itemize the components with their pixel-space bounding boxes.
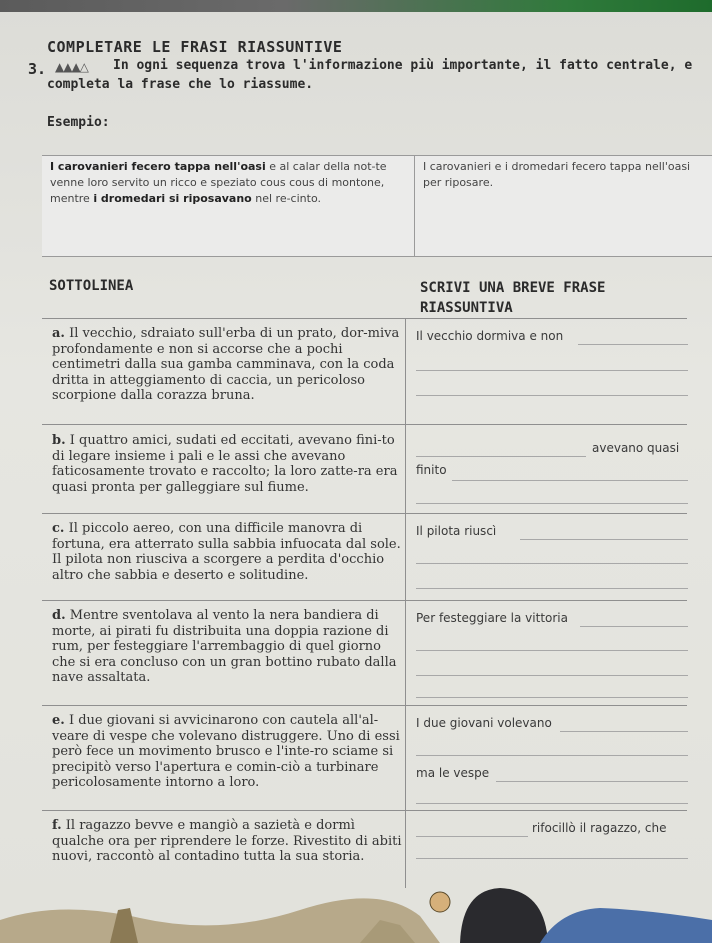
answer-prompt-e-2: ma le vespe bbox=[416, 766, 490, 780]
example-text-2: nel re-cinto. bbox=[251, 192, 321, 205]
example-text bbox=[50, 159, 412, 207]
row-divider bbox=[42, 810, 687, 811]
instruction-line-2: completa la frase che lo riassume. bbox=[47, 77, 314, 92]
sequence-text: Il vecchio, sdraiato sull'erba di un prato, dor-miva profondamente e non si accorse che a pochi centimetri dalla sua gamba camminava, con la coda dritta in atteggiamento di caccia, un pericoloso scorpione dalla corazza bruna. bbox=[52, 326, 400, 403]
sequence-b bbox=[52, 433, 402, 495]
answer-prompt-b: avevano quasi bbox=[592, 441, 680, 455]
instruction-line-1: In ogni sequenza trova l'informazione più importante, il fatto centrale, e bbox=[113, 58, 693, 73]
sequence-text: I quattro amici, sudati ed eccitati, avevano fini-to di legare insieme i pali e le assi che avevano faticosamente trovato e raccolto; la loro zatte-ra era quasi pronta per galleggiare sul fiume. bbox=[52, 433, 398, 495]
sequence-label: f. bbox=[52, 818, 62, 833]
column-header-underline: SOTTOLINEA bbox=[49, 278, 134, 294]
row-divider bbox=[42, 705, 687, 706]
illustration-face bbox=[430, 892, 450, 912]
answer-line[interactable] bbox=[416, 503, 688, 504]
answer-line[interactable] bbox=[560, 731, 688, 732]
answer-prompt-b-2: finito bbox=[416, 463, 447, 477]
sequence-label: b. bbox=[52, 433, 66, 448]
answer-line[interactable] bbox=[416, 755, 688, 756]
sequence-label: a. bbox=[52, 326, 65, 341]
row-divider bbox=[42, 424, 687, 425]
row-divider bbox=[42, 318, 687, 319]
answer-line[interactable] bbox=[416, 395, 688, 396]
answer-line[interactable] bbox=[580, 626, 688, 627]
sequence-f bbox=[52, 818, 402, 865]
sequence-text: Il ragazzo bevve e mangiò a sazietà e dormì qualche ora per riprendere le forze. Rivestito di abiti nuovi, raccontò al contadino tutta la sua storia. bbox=[52, 818, 402, 864]
row-divider bbox=[42, 513, 687, 514]
column-divider bbox=[405, 318, 406, 888]
bottom-illustration bbox=[0, 880, 712, 943]
sequence-c bbox=[52, 521, 402, 583]
answer-prompt-e: I due giovani volevano bbox=[416, 716, 552, 730]
example-bold-2: i dromedari si riposavano bbox=[93, 192, 252, 205]
exercise-title: COMPLETARE LE FRASI RIASSUNTIVE bbox=[47, 38, 343, 56]
row-divider bbox=[42, 600, 687, 601]
example-bold-1: I carovanieri fecero tappa nell'oasi bbox=[50, 160, 266, 173]
illustration-hair bbox=[460, 888, 548, 943]
answer-line[interactable] bbox=[416, 803, 688, 804]
example-box bbox=[42, 155, 712, 257]
answer-prompt-c: Il pilota riuscì bbox=[416, 524, 497, 538]
column-header-summary-line-1: SCRIVI UNA BREVE FRASE bbox=[420, 280, 606, 296]
sequence-text: Mentre sventolava al vento la nera bandiera di morte, ai pirati fu distribuita una doppia razione di rum, per festeggiare l'arrembaggio di quel giorno che si era concluso con un gran bottino rubato dalla nave assaltata. bbox=[52, 608, 397, 685]
column-header-summary-line-2: RIASSUNTIVA bbox=[420, 300, 513, 316]
answer-line[interactable] bbox=[416, 697, 688, 698]
sequence-label: e. bbox=[52, 713, 65, 728]
sequence-e bbox=[52, 713, 402, 791]
sequence-text: I due giovani si avvicinarono con cautela all'al-veare di vespe che volevano distruggere. Uno di essi però fece un movimento brusco e l'inte-ro sciame si precipitò verso l'apertura e comin-ciò a turbinare pericolosamente intorno a loro. bbox=[52, 713, 400, 790]
answer-line[interactable] bbox=[416, 650, 688, 651]
example-text-1: e al calar della not-te venne loro servito un ricco e speziato cous cous di montone, mentre bbox=[50, 160, 387, 205]
page-top-band bbox=[0, 0, 712, 12]
answer-line[interactable] bbox=[416, 675, 688, 676]
answer-prompt-f: rifocillò il ragazzo, che bbox=[532, 821, 667, 835]
sequence-label: d. bbox=[52, 608, 66, 623]
exercise-number: 3. bbox=[28, 60, 47, 78]
answer-prompt-a: Il vecchio dormiva e non bbox=[416, 329, 564, 343]
illustration-figure bbox=[540, 908, 712, 943]
answer-line[interactable] bbox=[416, 563, 688, 564]
difficulty-triangle-icon: ▲▲▲△ bbox=[55, 60, 88, 74]
sequence-label: c. bbox=[52, 521, 65, 536]
answer-line[interactable] bbox=[416, 370, 688, 371]
answer-line[interactable] bbox=[578, 344, 688, 345]
answer-prompt-d: Per festeggiare la vittoria bbox=[416, 611, 568, 625]
sequence-a bbox=[52, 326, 402, 404]
example-summary: I carovanieri e i dromedari fecero tappa nell'oasi per riposare. bbox=[423, 160, 691, 189]
sequence-text: Il piccolo aereo, con una difficile manovra di fortuna, era atterrato sulla sabbia infuocata dal sole. Il pilota non riusciva a scorgere a perdita d'occhio altro che sabbia e deserto e solitudine. bbox=[52, 521, 401, 583]
column-header-summary bbox=[420, 278, 605, 318]
example-label: Esempio: bbox=[47, 115, 110, 130]
answer-line[interactable] bbox=[496, 781, 688, 782]
answer-line[interactable] bbox=[416, 588, 688, 589]
answer-line[interactable] bbox=[416, 456, 586, 457]
answer-line[interactable] bbox=[416, 836, 528, 837]
sequence-d bbox=[52, 608, 402, 686]
answer-line[interactable] bbox=[416, 858, 688, 859]
example-divider bbox=[414, 156, 415, 256]
answer-line[interactable] bbox=[452, 480, 688, 481]
answer-line[interactable] bbox=[520, 539, 688, 540]
